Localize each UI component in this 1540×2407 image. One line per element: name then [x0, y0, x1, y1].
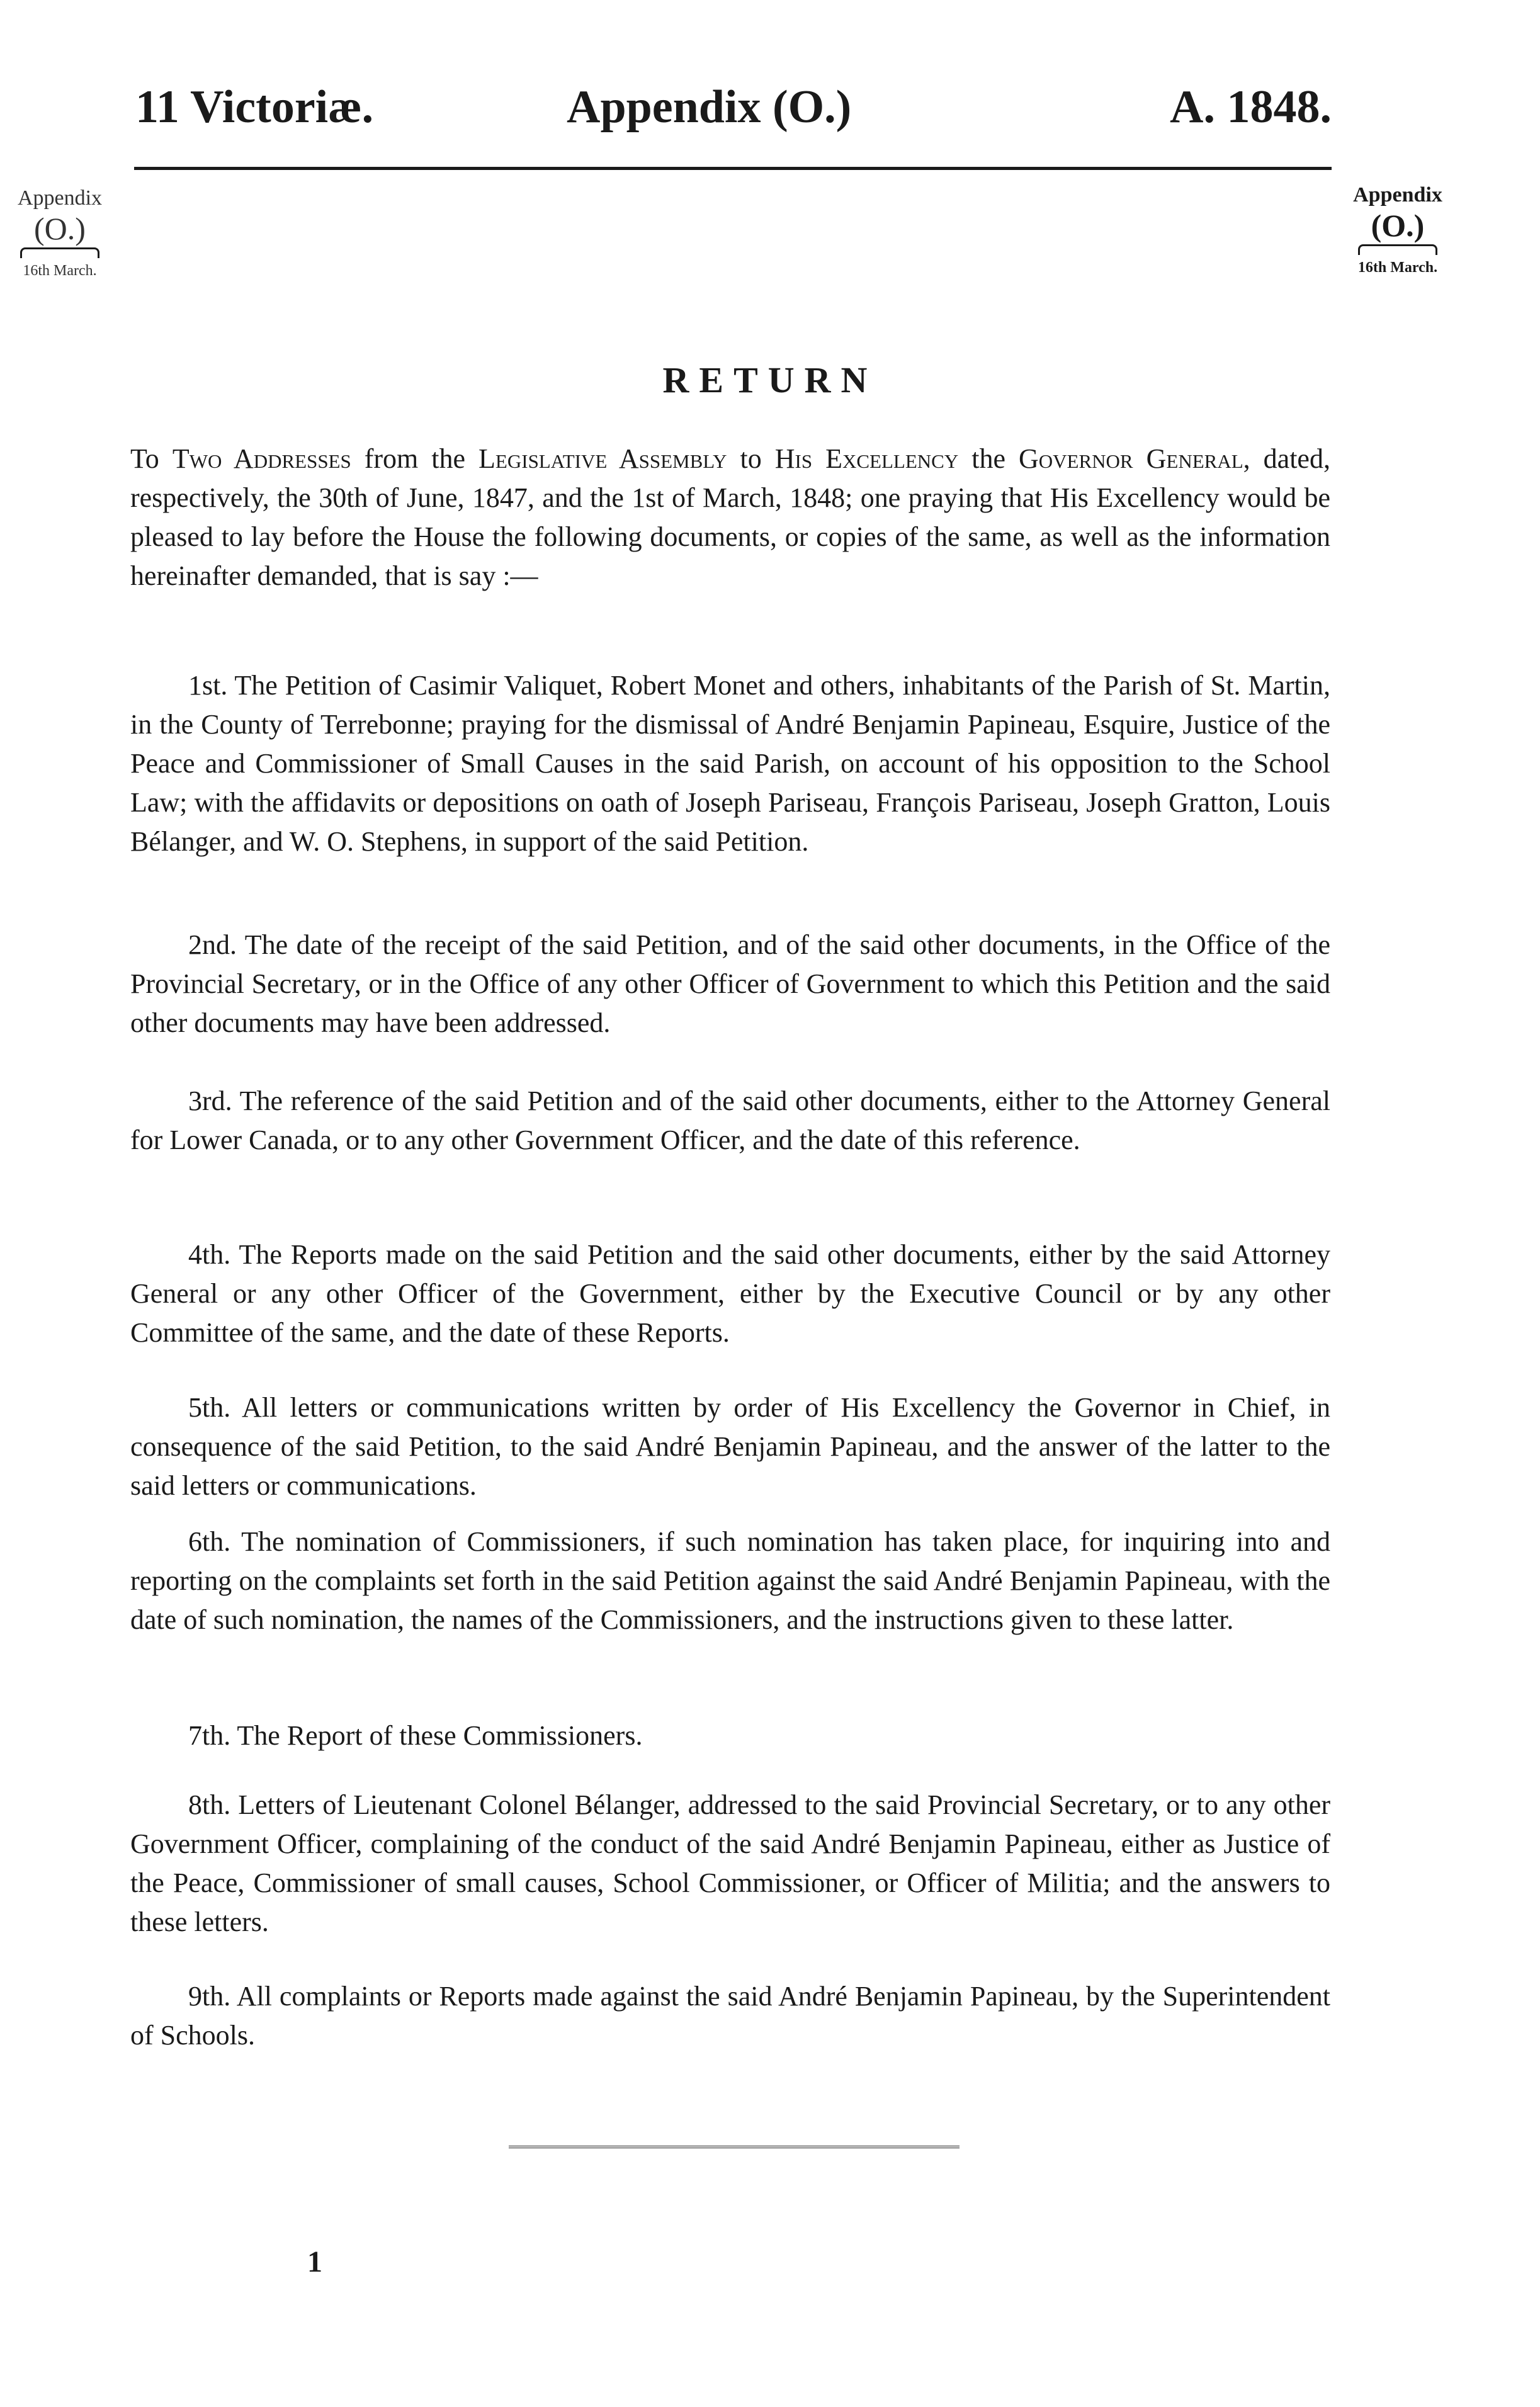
margin-note-date: 16th March. [1357, 259, 1438, 276]
list-item: 5th. All letters or communications written by order of His Excellency the Governor in Chief, in consequence of the said Petition, to the said André Benjamin Papineau, and the answer of the latter to the said letters or communications. [130, 1392, 1330, 1501]
margin-note-mark: (O.) [34, 211, 86, 246]
list-item: 4th. The Reports made on the said Petition and the said other documents, either by the said Attorney General or any other Officer of the Government, either by the Executive Council or by any other Committee of the same, and the date of these Reports. [130, 1239, 1330, 1348]
header-session: 11 Victoriæ. [135, 81, 374, 133]
list-item: 1st. The Petition of Casimir Valiquet, Robert Monet and others, inhabitants of the Parish of St. Martin, in the County of Terrebonne; praying for the dismissal of André Benjamin Papineau, Esquire, Justice of the Peace and Commissioner of Small Causes in the said Parish, on account of his opposition to the School Law; with the affidavits or depositions on oath of Joseph Pariseau, François Pariseau, Joseph Gratton, Louis Bélanger, and W. O. Stephens, in support of the said Petition. [130, 670, 1330, 857]
intro-text: to [727, 443, 775, 474]
intro-prefix: To [130, 443, 173, 474]
document-title: RETURN [662, 360, 878, 400]
intro-rest: , dated, respectively, the 30th of June, 1847, and the 1st of March, 1848; one praying that His Excellency would be pleased to lay before the House the following documents, or copies of the same, as well as the information hereinafter demanded, that is say :— [130, 443, 1330, 591]
list-item: 2nd. The date of the receipt of the said Petition, and of the said other documents, in the Office of the Provincial Secretary, or in the Office of any other Officer of Government to which this Petition and the said other documents may have been addressed. [130, 929, 1330, 1038]
list-item: 8th. Letters of Lieutenant Colonel Bélanger, addressed to the said Provincial Secretary, or to any other Government Officer, complaining of the conduct of the said André Benjamin Papineau, either as Justice of the Peace, Commissioner of small causes, School Commissioner, or Officer of Militia; and the answers to these letters. [130, 1789, 1330, 1937]
margin-note-title: Appendix [1353, 183, 1442, 207]
margin-note-right [1335, 183, 1461, 278]
header-year: A. 1848. [1170, 81, 1332, 133]
margin-note-mark: (O.) [1371, 208, 1425, 243]
intro-text: from the [351, 443, 479, 474]
list-item: 3rd. The reference of the said Petition and of the said other documents, either to the Attorney General for Lower Canada, or to any other Government Officer, and the date of this reference. [130, 1085, 1330, 1155]
margin-note-title: Appendix [17, 186, 103, 210]
intro-paragraph [130, 439, 1330, 596]
brace-icon [1358, 244, 1437, 255]
brace-icon [20, 247, 99, 258]
header-appendix: Appendix (O.) [567, 81, 852, 133]
header-rule [134, 167, 1332, 170]
page-number: 1 [307, 2245, 322, 2279]
list-item: 6th. The nomination of Commissioners, if such nomination has taken place, for inquiring into and reporting on the complaints set forth in the said Petition against the said André Benjamin Papineau, with the date of such nomination, the names of the Commissioners, and the instructions given to these latter. [130, 1526, 1330, 1635]
intro-governor: Governor General [1019, 443, 1243, 474]
list-item: 7th. The Report of these Commissioners. [188, 1720, 643, 1751]
margin-note-left [13, 186, 107, 281]
intro-addresses: Two Addresses [172, 443, 351, 474]
footer-rule [509, 2146, 960, 2148]
intro-text: the [958, 443, 1019, 474]
margin-note-date: 16th March. [23, 263, 97, 279]
running-header [135, 81, 1332, 150]
intro-assembly: Legislative Assembly [478, 443, 727, 474]
intro-excellency: His Excellency [774, 443, 959, 474]
list-item: 9th. All complaints or Reports made against the said André Benjamin Papineau, by the Superintendent of Schools. [130, 1981, 1330, 2051]
